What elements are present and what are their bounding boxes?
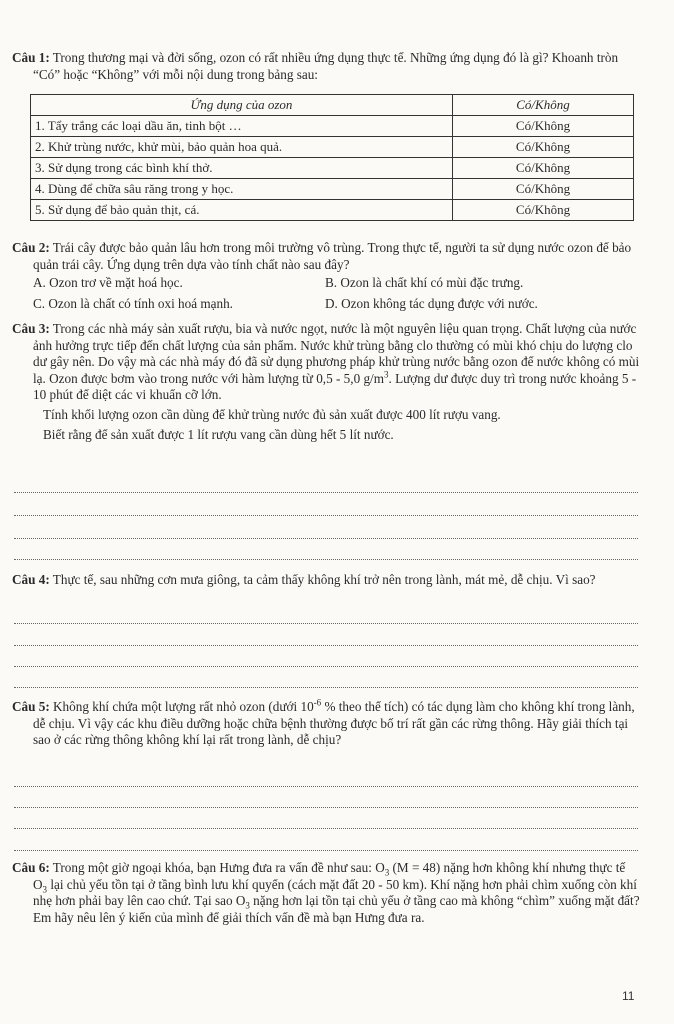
table-header-row — [31, 95, 634, 116]
question-1 — [12, 50, 642, 83]
answer-line[interactable] — [14, 828, 638, 829]
application-cell: 3. Sử dụng trong các bình khí thở. — [31, 158, 453, 179]
question-4 — [12, 572, 642, 589]
answer-line[interactable] — [14, 687, 638, 688]
application-cell: 5. Sử dụng để bảo quản thịt, cá. — [31, 200, 453, 221]
application-cell: 2. Khử trùng nước, khử mùi, bảo quản hoa quả. — [31, 137, 453, 158]
header-application: Ứng dụng của ozon — [31, 95, 453, 116]
subscript: 3 — [42, 884, 48, 895]
answer-line[interactable] — [14, 850, 638, 851]
option-d[interactable]: D. Ozon không tác dụng được với nước. — [325, 295, 538, 311]
question-given: Biết rằng để sản xuất được 1 lít rượu vang cần dùng hết 5 lít nước. — [43, 426, 394, 442]
question-text: Không khí chứa một lượng rất nhỏ ozon (dưới 10 — [53, 699, 314, 714]
subscript: 3 — [384, 867, 390, 878]
header-yes-no: Có/Không — [453, 95, 634, 116]
application-cell: 1. Tẩy trắng các loại dầu ăn, tinh bột … — [31, 116, 453, 137]
answer-line[interactable] — [14, 623, 638, 624]
option-b[interactable]: B. Ozon là chất khí có mùi đặc trưng. — [325, 275, 524, 291]
yes-no-cell[interactable]: Có/Không — [453, 116, 634, 137]
superscript: -6 — [313, 697, 322, 708]
question-text-cont: (M = 48) nặng hơn không khí nhưng thực tế O — [33, 860, 626, 892]
page-number: 11 — [622, 989, 635, 1003]
question-text: Trong các nhà máy sản xuất rượu, bia và nước ngọt, nước là một nguyên liệu quan trọng. Chất lượng của nước ảnh hưởng trực tiếp đến chất lượng của sản phẩm. Nước khử trùng bằng clo thường có mùi khó chịu do lượng clo dư gây nên. Do vậy mà các nhà máy đó đã sử dụng phương pháp khử trùng nước bằng ozon để nước không có mùi lạ. Ozon được bơm vào trong nước với hàm lượng từ 0,5 - 5,0 g/m — [33, 321, 640, 386]
table-row — [31, 137, 634, 158]
yes-no-cell[interactable]: Có/Không — [453, 158, 634, 179]
question-task: Tính khối lượng ozon cần dùng để khử trùng nước đủ sản xuất được 400 lít rượu vang. — [43, 406, 501, 422]
answer-line[interactable] — [14, 538, 638, 539]
yes-no-cell[interactable]: Có/Không — [453, 137, 634, 158]
application-cell: 4. Dùng để chữa sâu răng trong y học. — [31, 179, 453, 200]
question-5 — [12, 699, 642, 749]
question-text-cont: lại chủ yếu tồn tại ở tầng bình lưu khí quyển (cách mặt đất 20 - 50 km). Khí nặng hơn phải chìm xuống còn khí nhẹ hơn phải bay lên cao chứ. Tại sao O — [33, 876, 637, 909]
question-label: Câu 2: — [12, 240, 50, 255]
yes-no-cell[interactable]: Có/Không — [453, 179, 634, 200]
question-2 — [12, 240, 642, 312]
option-a[interactable]: A. Ozon trơ về mặt hoá học. — [33, 275, 183, 291]
answer-line[interactable] — [14, 559, 638, 560]
question-label: Câu 5: — [12, 699, 50, 714]
question-text: Trái cây được bảo quản lâu hơn trong môi trường vô trùng. Trong thực tế, người ta sử dụng nước ozon để bảo quản trái cây. Ứng dụng trên dựa vào tính chất nào sau đây? — [33, 240, 632, 272]
question-label: Câu 4: — [12, 572, 50, 587]
table-row — [31, 179, 634, 200]
answer-line[interactable] — [14, 515, 638, 516]
question-text-cont: nặng hơn lại tồn tại chủ yếu ở tầng cao mà không “chìm” xuống mặt đất? Em hãy nêu lên ý kiến của mình để giải thích vấn đề mà bạn Hưng đưa ra. — [33, 893, 640, 925]
table-row — [31, 200, 634, 221]
question-text: Trong thương mại và đời sống, ozon có rất nhiều ứng dụng thực tế. Những ứng dụng đó là gì? Khoanh tròn “Có” hoặc “Không” với mỗi nội dung trong bảng sau: — [33, 50, 619, 82]
question-text: Trong một giờ ngoại khóa, bạn Hưng đưa ra vấn đề như sau: O — [52, 860, 385, 875]
question-label: Câu 3: — [12, 321, 50, 336]
question-6 — [12, 860, 642, 926]
ozone-applications-table — [30, 94, 634, 221]
option-c[interactable]: C. Ozon là chất có tính oxi hoá mạnh. — [33, 295, 233, 311]
subscript: 3 — [245, 900, 250, 911]
yes-no-cell[interactable]: Có/Không — [453, 200, 634, 221]
table-row — [31, 116, 634, 137]
answer-line[interactable] — [14, 645, 638, 646]
superscript: 3 — [383, 369, 389, 380]
answer-line[interactable] — [14, 666, 638, 667]
answer-line[interactable] — [14, 492, 638, 493]
question-label: Câu 1: — [12, 50, 50, 65]
table-row — [31, 158, 634, 179]
question-text-cont: . Lượng dư được duy trì trong nước khoảng 5 - 10 phút để diệt các vi khuẩn cỡ lớn. — [33, 370, 637, 403]
answer-line[interactable] — [14, 807, 638, 808]
question-3 — [12, 321, 642, 443]
question-text-cont: % theo thể tích) có tác dụng làm cho không khí trong lành, dễ chịu. Vì vậy các khu điều dưỡng hoặc chữa bệnh thường được bố trí rất gần các rừng thông. Hãy giải thích tại sao ở các rừng thông không khí lại rất trong lành, dễ chịu? — [33, 699, 635, 748]
question-text: Thực tế, sau những cơn mưa giông, ta cảm thấy không khí trở nên trong lành, mát mẻ, dễ chịu. Vì sao? — [52, 572, 596, 587]
answer-line[interactable] — [14, 786, 638, 787]
question-label: Câu 6: — [12, 860, 50, 875]
